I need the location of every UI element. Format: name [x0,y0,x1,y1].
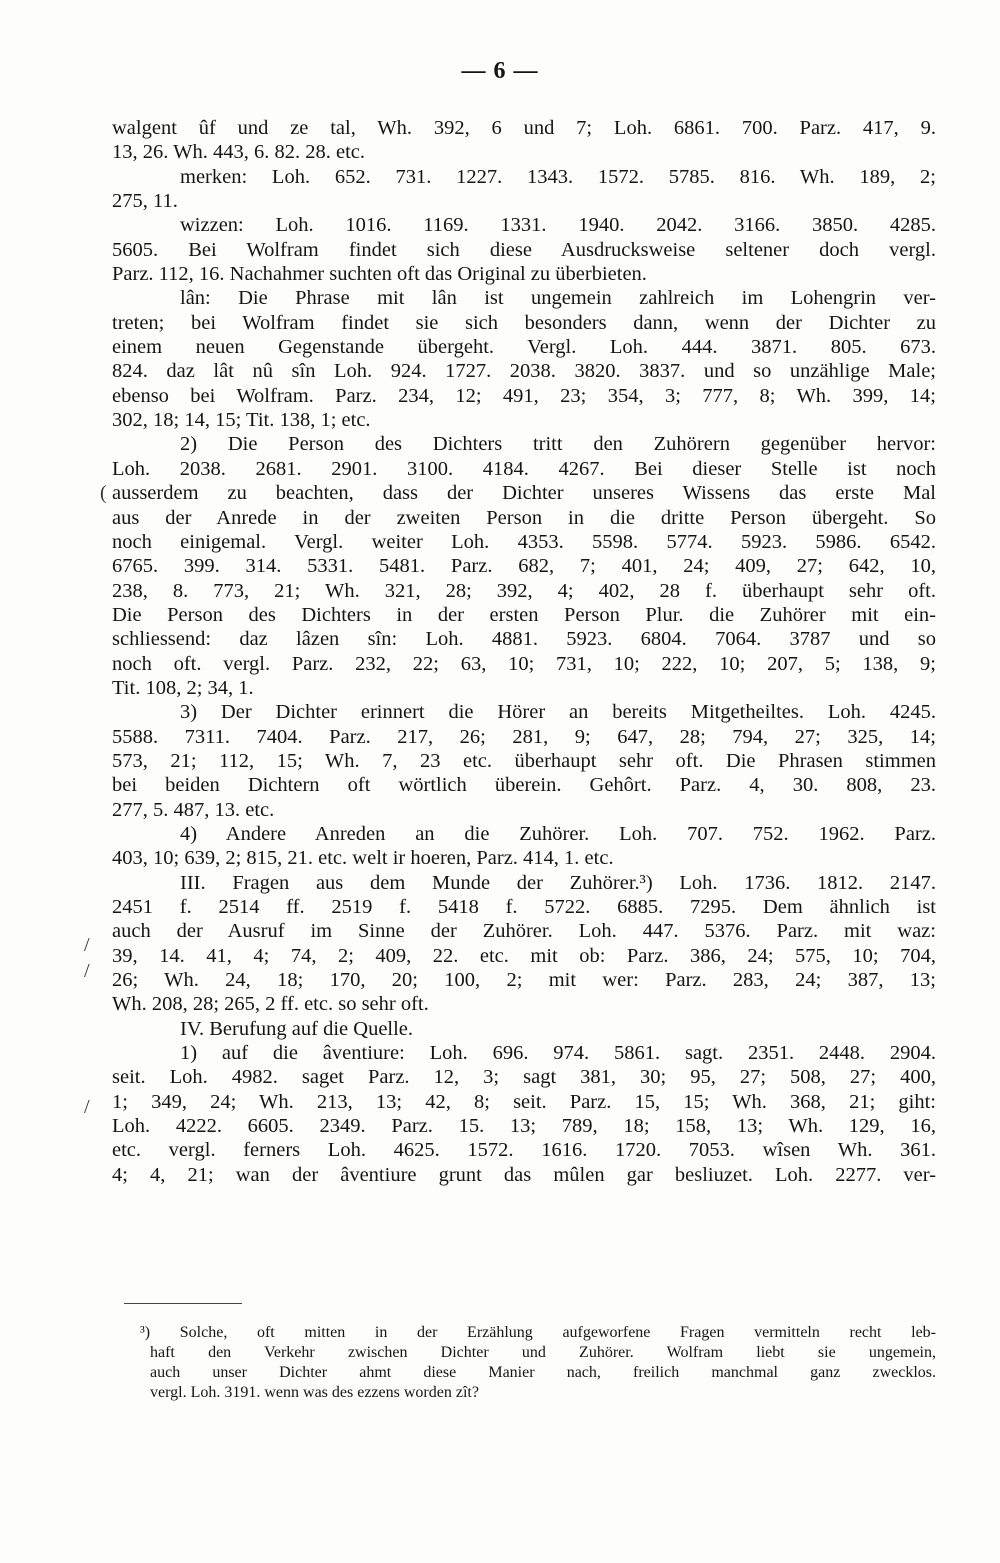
text-line: Tit. 108, 2; 34, 1. [112,676,254,699]
text-line: 26; Wh. 24, 18; 170, 20; 100, 2; mit wer: Parz. 283, 24; 387, 13; [112,969,936,992]
text-line: 2451 f. 2514 ff. 2519 f. 5418 f. 5722. 6885. 7295. Dem ähnlich ist [112,896,936,918]
text-line: III. Fragen aus dem Munde der Zuhörer.³) Loh. 1736. 1812. 2147. [180,871,936,894]
text-line: lân: Die Phrase mit lân ist ungemein zahlreich im Lohengrin ver- [180,287,936,310]
text-line: 1) auf die âventiure: Loh. 696. 974. 5861. sagt. 2351. 2448. 2904. [180,1042,936,1065]
text-line: Loh. 2038. 2681. 2901. 3100. 4184. 4267. Bei dieser Stelle ist noch [112,457,936,480]
footnote-line: haft den Verkehr zwischen Dichter und Zuhörer. Wolfram liebt sie ungemein, [150,1344,936,1361]
text-line: 4) Andere Anreden an die Zuhörer. Loh. 707. 752. 1962. Parz. [180,822,936,845]
text-line: 573, 21; 112, 15; Wh. 7, 23 etc. überhaupt sehr oft. Die Phrasen stimmen [112,749,936,772]
text-line: 5605. Bei Wolfram findet sich diese Ausdrucksweise seltener doch vergl. [112,238,936,261]
text-line: etc. vergl. ferners Loh. 4625. 1572. 1616. 1720. 7053. wîsen Wh. 361. [112,1139,936,1162]
text-line: ebenso bei Wolfram. Parz. 234, 12; 491, 23; 354, 3; 777, 8; Wh. 399, 14; [112,384,936,407]
text-line: walgent ûf und ze tal, Wh. 392, 6 und 7; Loh. 6861. 700. Parz. 417, 9. [112,117,936,139]
text-line: merken: Loh. 652. 731. 1227. 1343. 1572. 5785. 816. Wh. 189, 2; [180,165,936,188]
page-number: — 6 — [461,58,539,84]
text-line: 5588. 7311. 7404. Parz. 217, 26; 281, 9; 647, 28; 794, 27; 325, 14; [112,725,936,748]
margin-mark: ( [100,482,107,504]
text-line: treten; bei Wolfram findet sie sich besonders dann, wenn der Dichter zu [112,311,936,334]
text-line: schliessend: daz lâzen sîn: Loh. 4881. 5923. 6804. 7064. 3787 und so [112,628,936,651]
text-line: Loh. 4222. 6605. 2349. Parz. 15. 13; 789, 18; 158, 13; Wh. 129, 16, [112,1115,936,1138]
text-line: Die Person des Dichters in der ersten Person Plur. die Zuhörer mit ein- [112,603,936,626]
margin-mark: / [84,1096,90,1118]
text-line: 403, 10; 639, 2; 815, 21. etc. welt ir hoeren, Parz. 414, 1. etc. [112,847,614,870]
text-line: aus der Anrede in der zweiten Person in die dritte Person übergeht. So [112,506,936,529]
text-line: seit. Loh. 4982. saget Parz. 12, 3; sagt 381, 30; 95, 27; 508, 27; 400, [112,1066,936,1089]
text-line: auch der Ausruf im Sinne der Zuhörer. Loh. 447. 5376. Parz. mit waz: [112,920,936,943]
margin-mark: / [84,960,90,982]
body-text [112,116,936,1187]
text-line: wizzen: Loh. 1016. 1169. 1331. 1940. 2042. 3166. 3850. 4285. [180,214,936,237]
margin-mark: / [84,934,90,956]
text-line: einem neuen Gegenstande übergeht. Vergl. Loh. 444. 3871. 805. 673. [112,336,936,359]
footnote-line: vergl. Loh. 3191. wenn was des ezzens worden zît? [150,1384,479,1401]
text-line: 2) Die Person des Dichters tritt den Zuhörern gegenüber hervor: [180,433,936,456]
text-line: Parz. 112, 16. Nachahmer suchten oft das Original zu überbieten. [112,263,647,286]
text-line: 238, 8. 773, 21; Wh. 321, 28; 392, 4; 402, 28 f. überhaupt sehr oft. [112,579,936,602]
footnote-line: auch unser Dichter ahmt diese Manier nach, freilich manchmal ganz zwecklos. [150,1364,936,1381]
text-line: 302, 18; 14, 15; Tit. 138, 1; etc. [112,409,371,432]
text-line: 1; 349, 24; Wh. 213, 13; 42, 8; seit. Parz. 15, 15; Wh. 368, 21; giht: [112,1090,936,1113]
footnote-line: ³) Solche, oft mitten in der Erzählung aufgeworfene Fragen vermitteln recht leb- [140,1324,936,1341]
text-line: IV. Berufung auf die Quelle. [180,1017,414,1040]
footnote [140,1323,936,1403]
text-line: 39, 14. 41, 4; 74, 2; 409, 22. etc. mit ob: Parz. 386, 24; 575, 10; 704, [112,944,936,967]
text-line: 277, 5. 487, 13. etc. [112,798,275,821]
text-line: bei beiden Dichtern oft wörtlich überein. Gehôrt. Parz. 4, 30. 808, 23. [112,774,936,797]
text-line: noch einigemal. Vergl. weiter Loh. 4353. 5598. 5774. 5923. 5986. 6542. [112,530,936,553]
text-line: noch oft. vergl. Parz. 232, 22; 63, 10; 731, 10; 222, 10; 207, 5; 138, 9; [112,652,936,675]
text-line: ausserdem zu beachten, dass der Dichter unseres Wissens das erste Mal [112,482,936,505]
text-line: 13, 26. Wh. 443, 6. 82. 28. etc. [112,141,365,164]
text-line: 275, 11. [112,190,178,213]
text-line: Wh. 208, 28; 265, 2 ff. etc. so sehr oft. [112,993,429,1016]
text-line: 824. daz lât nû sîn Loh. 924. 1727. 2038. 3820. 3837. und so unzählige Male; [112,360,936,383]
text-line: 4; 4, 21; wan der âventiure grunt das mûlen gar besliuzet. Loh. 2277. ver- [112,1163,936,1186]
text-line: 3) Der Dichter erinnert die Hörer an bereits Mitgetheiltes. Loh. 4245. [180,701,936,724]
footnote-divider [124,1303,242,1304]
text-line: 6765. 399. 314. 5331. 5481. Parz. 682, 7; 401, 24; 409, 27; 642, 10, [112,555,936,578]
